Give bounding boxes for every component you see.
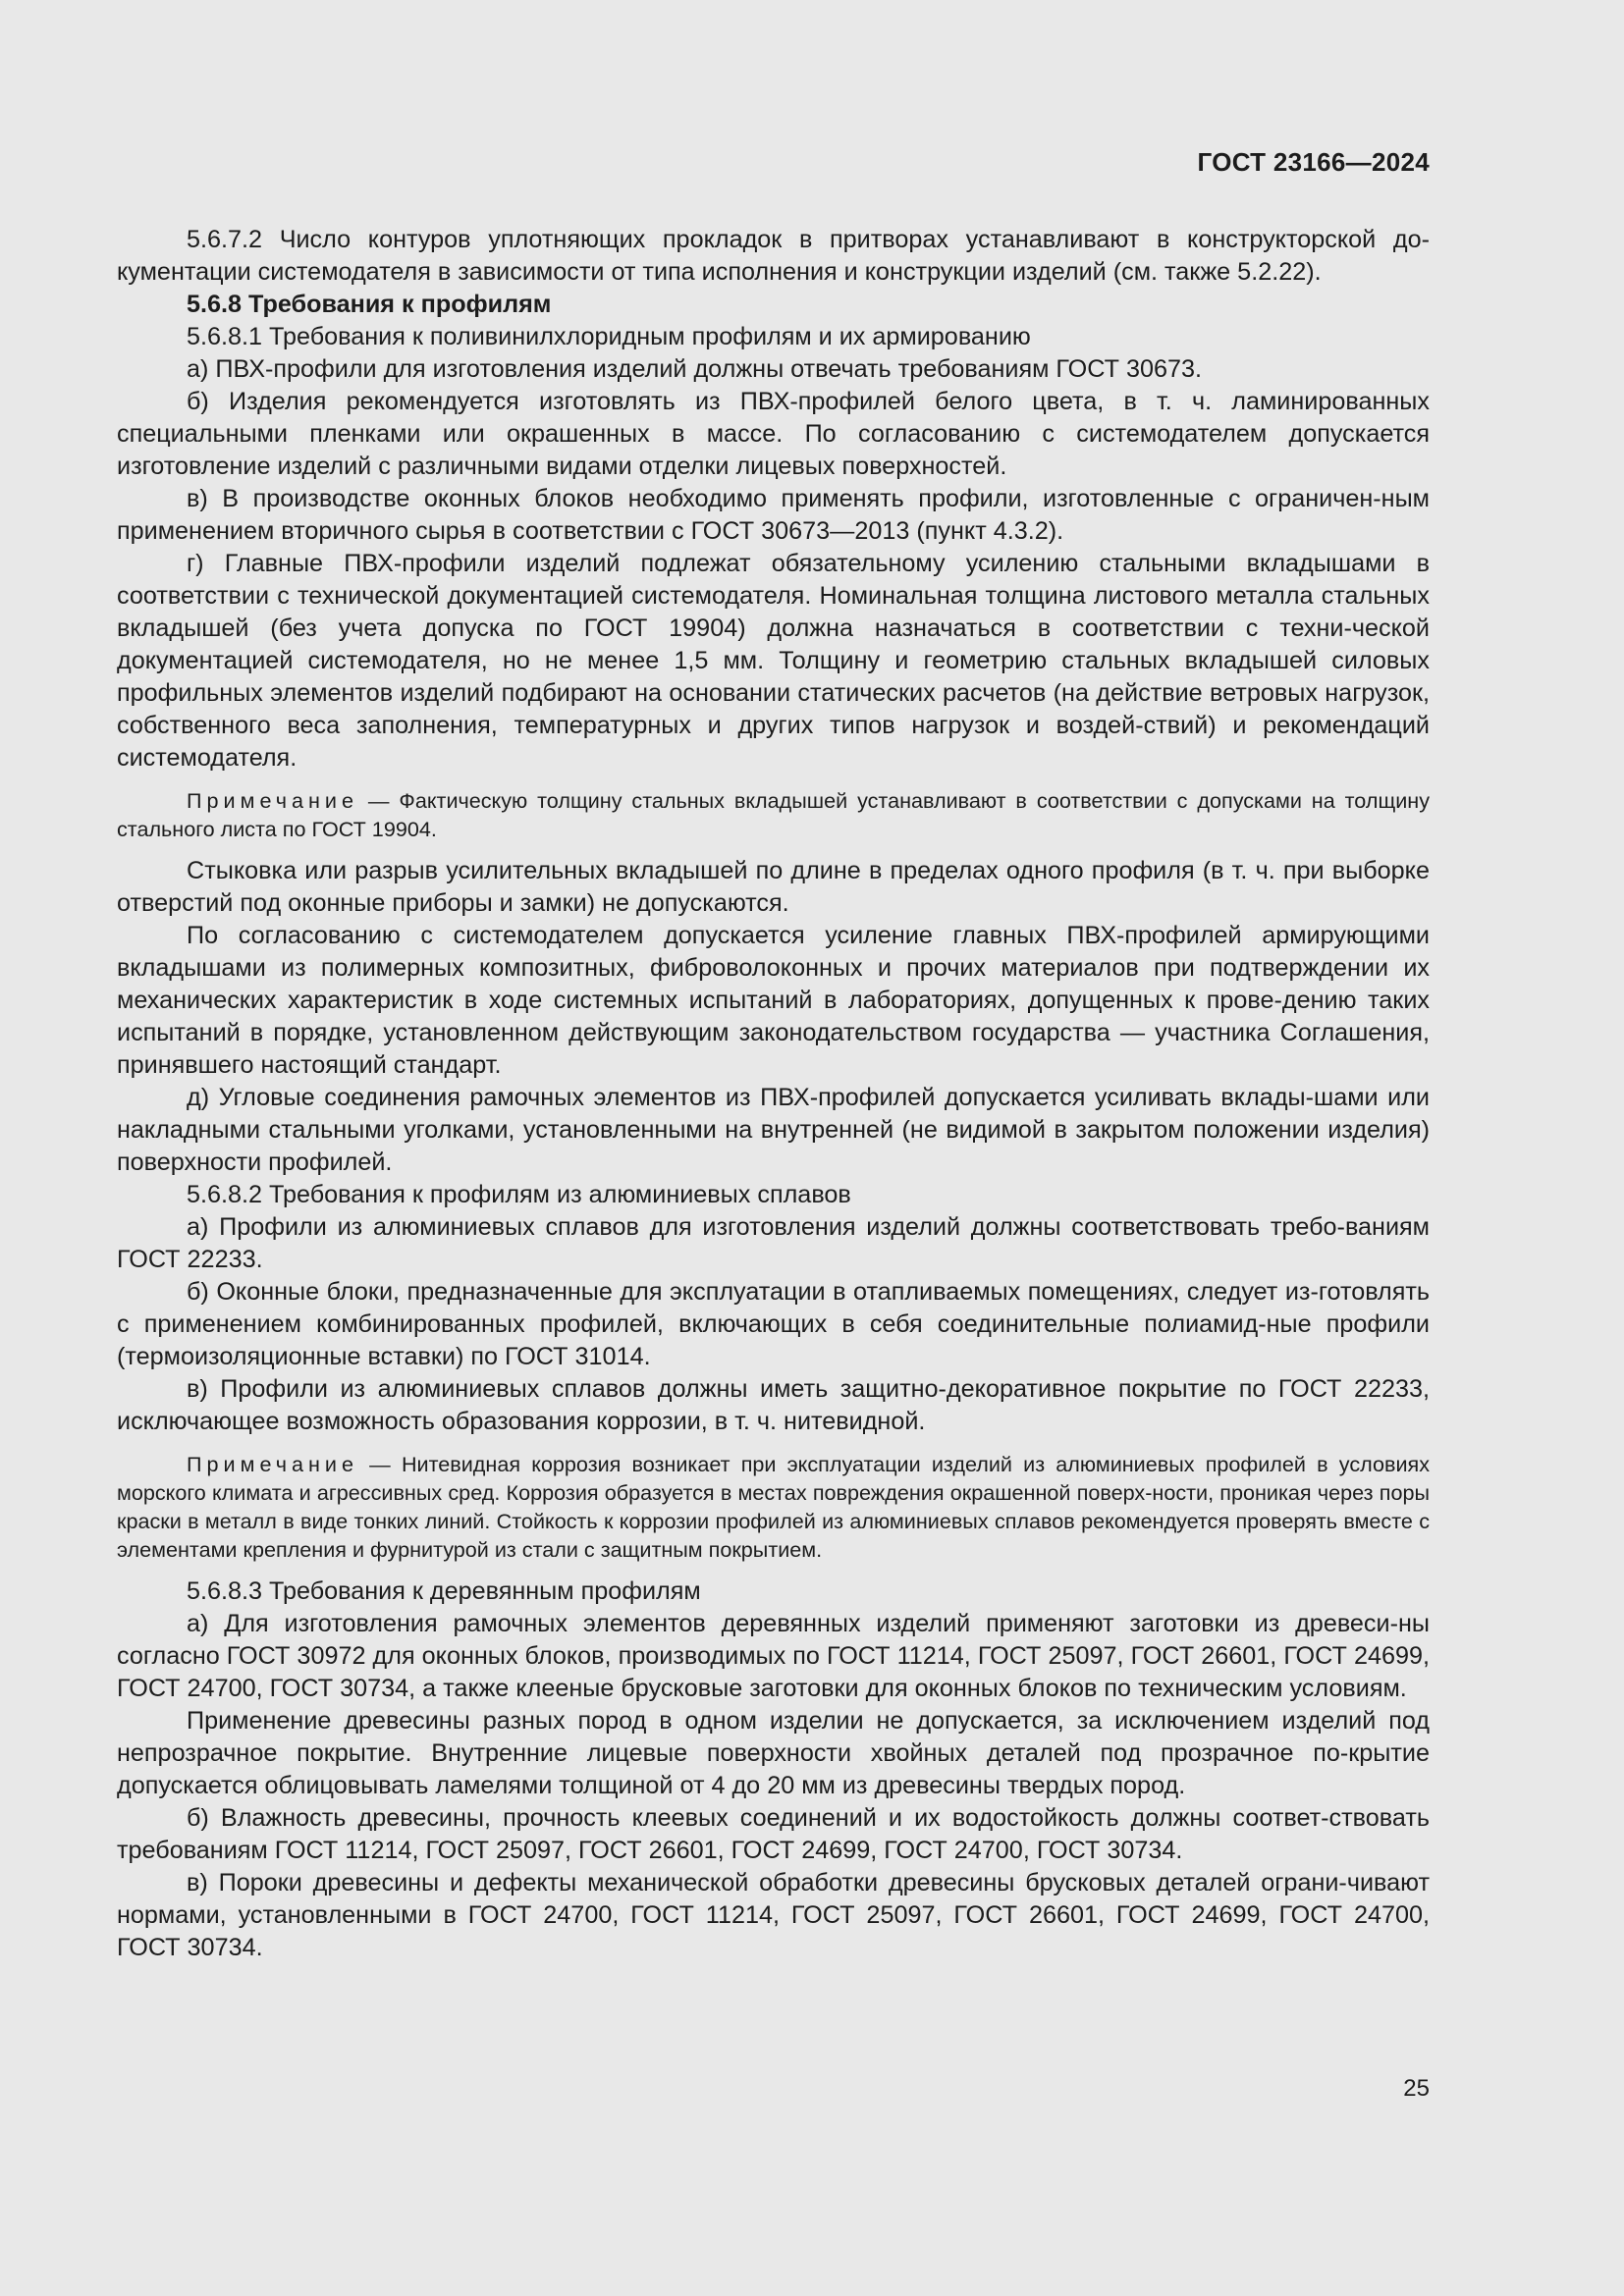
item-b-pvc: б) Изделия рекомендуется изготовлять из ПВХ-профилей белого цвета, в т. ч. ламинированных специальными пленками или окрашенных в массе. По согласованию с системодателем допускается изготовление изделий с различными видами отделки лицевых поверхностей. (117, 388, 1430, 480)
section-heading-5-6-8: 5.6.8 Требования к профилям (187, 291, 552, 318)
item-v-aluminium: в) Профили из алюминиевых сплавов должны иметь защитно-декоративное покрытие по ГОСТ 22233, исключающее возможность образования коррозии, в т. ч. нитевидной. (117, 1375, 1430, 1435)
paragraph-agreement: По согласованию с системодателем допускается усиление главных ПВХ-профилей армирующими вкладышами из полимерных композитных, фиброволоконных и прочих материалов при подтверждении их механических характеристик в ходе системных испытаний в лабораториях, допущенных к прове-дению таких испытаний в порядке, установленном действующим законодательством государства — участника Соглашения, принявшего настоящий стандарт. (117, 922, 1430, 1079)
item-b-wood: б) Влажность древесины, прочность клеевых соединений и их водостойкость должны соответ-ствовать требованиям ГОСТ 11214, ГОСТ 25097, ГОСТ 26601, ГОСТ 24699, ГОСТ 24700, ГОСТ 30734. (117, 1804, 1430, 1864)
paragraph-joining: Стыковка или разрыв усилительных вкладышей по длине в пределах одного профиля (в т. ч. при выборке отверстий под оконные приборы и замки) не допускаются. (117, 857, 1430, 917)
item-a-pvc: а) ПВХ-профили для изготовления изделий должны отвечать требованиям ГОСТ 30673. (187, 355, 1203, 383)
subsection-5-6-8-1: 5.6.8.1 Требования к поливинилхлоридным профилям и их армированию (187, 323, 1031, 350)
item-d-pvc: д) Угловые соединения рамочных элементов из ПВХ-профилей допускается усиливать вклады-шами или накладными стальными уголками, установленными на внутренней (не видимой в закрытом положении изделия) поверхности профилей. (117, 1084, 1430, 1176)
page-number: 25 (1403, 2075, 1430, 2102)
note-text: — Фактическую толщину стальных вкладышей устанавливают в соответствии с допусками на толщину стального листа по ГОСТ 19904. (117, 788, 1430, 841)
item-a-aluminium: а) Профили из алюминиевых сплавов для изготовления изделий должны соответствовать требо-ваниям ГОСТ 22233. (117, 1213, 1430, 1273)
item-a-wood: а) Для изготовления рамочных элементов деревянных изделий применяют заготовки из древеси-ны согласно ГОСТ 30972 для оконных блоков, производимых по ГОСТ 11214, ГОСТ 25097, ГОСТ 26601, ГОСТ 24699, ГОСТ 24700, ГОСТ 30734, а также клееные брусковые заготовки для оконных блоков по техническим условиям. (117, 1610, 1430, 1702)
subsection-5-6-8-2: 5.6.8.2 Требования к профилям из алюминиевых сплавов (187, 1181, 851, 1208)
item-g-pvc: г) Главные ПВХ-профили изделий подлежат обязательному усилению стальными вкладышами в соответствии с технической документацией системодателя. Номинальная толщина листового металла стальных вкладышей (без учета допуска по ГОСТ 19904) должна назначаться в соответствии с техни-ческой документацией системодателя, но не менее 1,5 мм. Толщину и геометрию стальных вкладышей силовых профильных элементов изделий подбирают на основании статических расчетов (на действие ветровых нагрузок, собственного веса заполнения, температурных и других типов нагрузок и воздей-ствий) и рекомендаций системодателя. (117, 550, 1430, 772)
paragraph-wood-species: Применение древесины разных пород в одном изделии не допускается, за исключением изделий под непрозрачное покрытие. Внутренние лицевые поверхности хвойных деталей под прозрачное по-крытие допускается облицовывать ламелями толщиной от 4 до 20 мм из древесины твердых пород. (117, 1707, 1430, 1799)
note-text: — Нитевидная коррозия возникает при эксплуатации изделий из алюминиевых профилей в условиях морского климата и агрессивных сред. Коррозия образуется в местах повреждения окрашенной поверх-ности, проникая через поры краски в металл в виде тонких линий. Стойкость к коррозии профилей из алюминиевых сплавов рекомендуется проверять вместе с элементами крепления и фурнитурой из стали с защитным покрытием. (117, 1452, 1430, 1562)
note-corrosion (117, 1450, 1430, 1564)
document-body (117, 224, 1430, 1964)
item-b-aluminium: б) Оконные блоки, предназначенные для эксплуатации в отапливаемых помещениях, следует из-готовлять с применением комбинированных профилей, включающих в себя соединительные полиамид-ные профили (термоизоляционные вставки) по ГОСТ 31014. (117, 1278, 1430, 1370)
item-v-pvc: в) В производстве оконных блоков необходимо применять профили, изготовленные с ограничен-ным применением вторичного сырья в соответствии с ГОСТ 30673—2013 (пункт 4.3.2). (117, 485, 1430, 545)
note-label: Примечание (187, 788, 358, 813)
paragraph-5-6-7-2: 5.6.7.2 Число контуров уплотняющих прокладок в притворах устанавливают в конструкторской до-кументации системодателя в зависимости от типа исполнения и конструкции изделий (см. также 5.2.22). (117, 226, 1430, 286)
item-v-wood: в) Пороки древесины и дефекты механической обработки древесины брусковых деталей ограни-чивают нормами, установленными в ГОСТ 24700, ГОСТ 11214, ГОСТ 25097, ГОСТ 26601, ГОСТ 24699, ГОСТ 24700, ГОСТ 30734. (117, 1869, 1430, 1961)
document-id-header: ГОСТ 23166—2024 (1197, 147, 1430, 177)
subsection-5-6-8-3: 5.6.8.3 Требования к деревянным профилям (187, 1577, 701, 1605)
note-label: Примечание (187, 1452, 358, 1476)
note-steel-inserts (117, 786, 1430, 843)
